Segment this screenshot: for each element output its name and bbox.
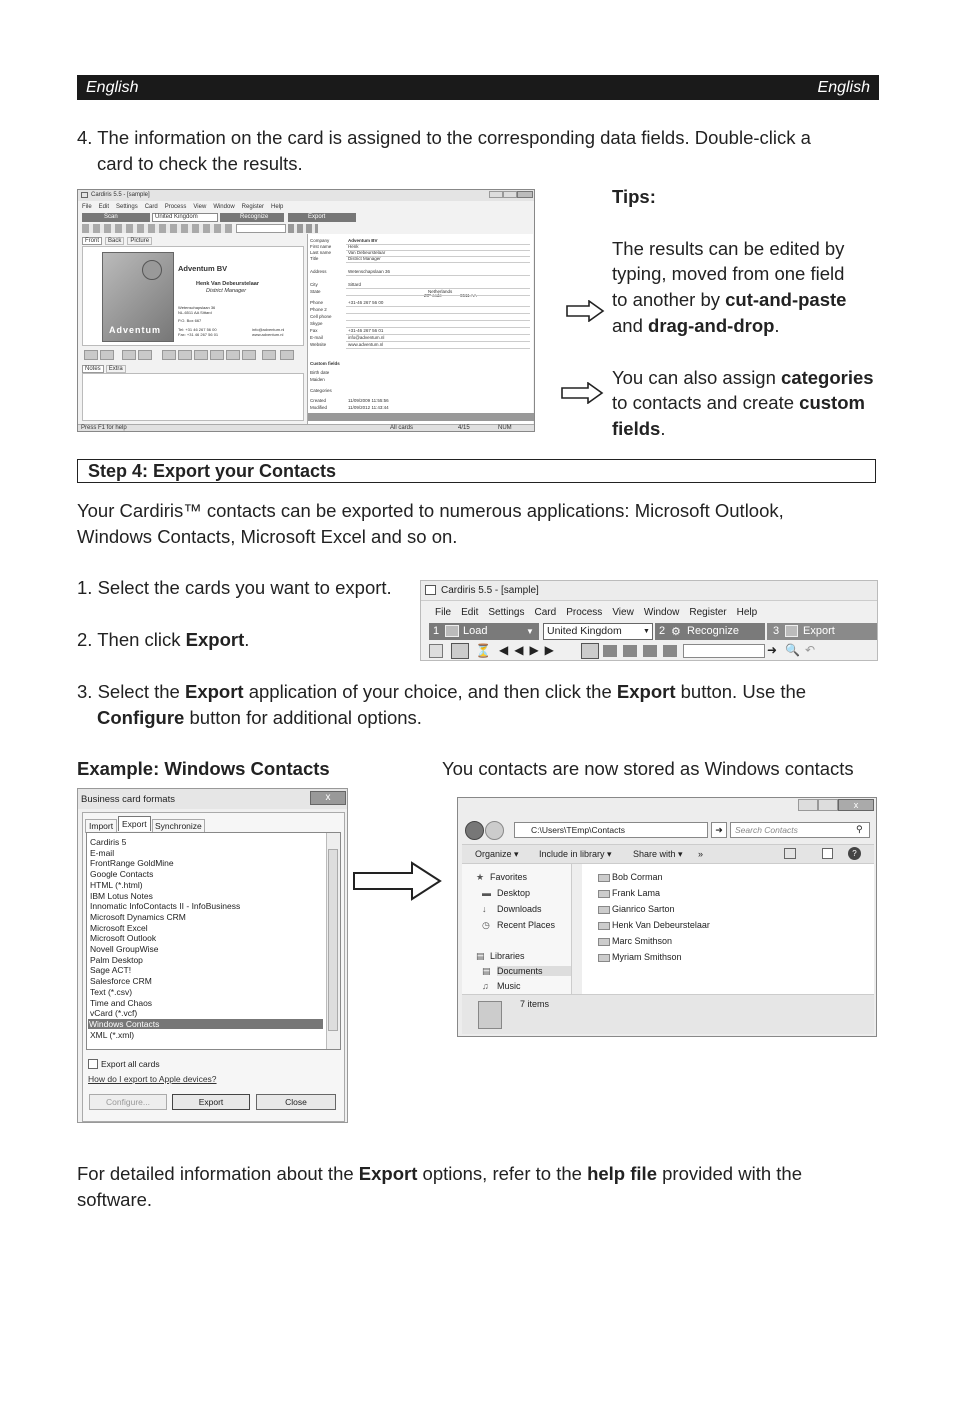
card-title: District Manager: [206, 288, 247, 294]
load-label: Load: [463, 625, 488, 637]
export-all-label: Export all cards: [101, 1059, 160, 1069]
created-label: Created: [310, 398, 327, 403]
menu-edit[interactable]: Edit: [98, 204, 110, 210]
tool-rotate-icon[interactable]: [122, 350, 136, 360]
card-phone: Tel: +31 46 267 56 00: [178, 327, 217, 332]
export-icon: [785, 625, 798, 637]
fields-nav-bar[interactable]: [308, 413, 534, 421]
field-label: Website: [310, 342, 327, 347]
card-logo-text: Adventum: [109, 325, 162, 335]
arrow-right-icon: [352, 861, 444, 901]
field-divider: [346, 244, 530, 245]
back-icon[interactable]: [465, 821, 484, 840]
field-label: Phone 2: [310, 307, 327, 312]
search-input[interactable]: [683, 644, 765, 658]
format-list-item[interactable]: XML (*.xml): [90, 1029, 135, 1040]
card-view-icon[interactable]: [451, 643, 469, 659]
field-divider: [346, 275, 530, 276]
card-logo-circle: [142, 260, 162, 280]
format-list-item[interactable]: HTML (*.html): [90, 879, 143, 890]
contact-item[interactable]: Bob Corman: [612, 872, 663, 882]
search-tools[interactable]: [288, 224, 318, 233]
format-list-item[interactable]: IBM Lotus Notes: [90, 890, 153, 901]
field-label: Fax: [310, 328, 318, 333]
format-list-item[interactable]: Time and Chaos: [90, 997, 153, 1008]
status-help: Press F1 for help: [81, 425, 127, 431]
modified-value: 11/09/2012 11:43:44: [348, 405, 389, 410]
step-3: 3. Select the Export application of your choice, and then click the Export button. Use the Configure button for additional options.: [77, 681, 807, 728]
dialog-close-text-button[interactable]: Close: [256, 1094, 336, 1110]
format-list-item[interactable]: Text (*.csv): [90, 986, 133, 997]
format-list-item[interactable]: Windows Contacts: [88, 1019, 323, 1029]
app-icon: [81, 192, 88, 198]
tool-a-icon[interactable]: [162, 350, 176, 360]
nav-item[interactable]: Documents: [497, 966, 571, 976]
scan-button[interactable]: Scan: [82, 213, 150, 222]
recognize-icon: ⚙: [671, 626, 681, 638]
field-value[interactable]: info@adventum.nl: [348, 335, 385, 340]
tool-zoom-icon[interactable]: [84, 350, 98, 360]
help-icon[interactable]: ?: [848, 847, 861, 860]
nav-item[interactable]: Music: [497, 981, 521, 991]
tips-title: Tips:: [612, 186, 656, 207]
nav-item[interactable]: Desktop: [497, 888, 531, 898]
field-label: Skype: [310, 321, 323, 326]
nav-item[interactable]: Favorites: [490, 872, 528, 882]
country-select[interactable]: United Kingdom: [152, 213, 218, 222]
contact-card-icon: [598, 922, 610, 930]
menu-card[interactable]: Card: [534, 607, 557, 618]
example-title: Example: Windows Contacts: [77, 758, 330, 779]
tab-import[interactable]: Import: [85, 819, 117, 833]
dialog-title: Business card formats: [81, 794, 175, 805]
nav-item[interactable]: Libraries: [490, 951, 525, 961]
field-divider: [346, 348, 530, 349]
menu-card[interactable]: Card: [144, 204, 158, 210]
menu-settings[interactable]: Settings: [116, 204, 138, 210]
menu-help[interactable]: Help: [736, 607, 758, 618]
example-note: You contacts are now stored as Windows contacts: [442, 758, 854, 779]
toolbar-zoom-screenshot: [420, 580, 878, 661]
search-icon: ⚲: [856, 824, 863, 834]
status-all-cards: All cards: [390, 425, 414, 431]
notes-textarea[interactable]: [82, 373, 304, 421]
tab-synchronize[interactable]: Synchronize: [152, 819, 205, 833]
tab-front[interactable]: Front: [82, 237, 102, 245]
field-value[interactable]: Henk: [348, 244, 359, 249]
libraries-icon: ▤: [476, 951, 485, 961]
card-pobox: P.O. Box 667: [178, 318, 202, 323]
tab-export[interactable]: Export: [118, 816, 151, 831]
field-value[interactable]: District Manager: [348, 256, 381, 261]
view-icon[interactable]: [784, 848, 796, 859]
menu-view[interactable]: View: [193, 204, 207, 210]
format-list-item[interactable]: Cardiris 5: [90, 837, 127, 847]
tab-extra[interactable]: Extra: [106, 365, 126, 373]
export-label: Export: [803, 625, 835, 637]
chevron-down-icon: ▼: [526, 627, 534, 636]
field-value[interactable]: Van Debeurstelaar: [348, 250, 386, 255]
binoculars-icon[interactable]: 🔍: [785, 643, 800, 657]
format-list-item[interactable]: Microsoft Outlook: [90, 933, 157, 944]
field-divider: [346, 320, 530, 321]
search-contacts-input[interactable]: Search Contacts: [730, 822, 870, 838]
format-list-item[interactable]: Google Contacts: [90, 869, 154, 880]
forward-icon[interactable]: [485, 821, 504, 840]
scroll-thumb[interactable]: [328, 849, 338, 1031]
downloads-icon: ↓: [482, 904, 487, 914]
toolbar-icons[interactable]: [82, 224, 232, 233]
recognize-button[interactable]: Recognize: [220, 213, 284, 222]
card-email: info@adventum.nl: [252, 327, 285, 332]
field-label: E-mail: [310, 335, 323, 340]
menu-settings[interactable]: Settings: [488, 607, 525, 618]
recognize-label: Recognize: [687, 625, 739, 637]
recent-places-icon: ◷: [482, 920, 490, 930]
categories-label: Categories: [310, 388, 332, 393]
country-select[interactable]: United Kingdom: [543, 623, 653, 640]
export-button[interactable]: Export: [288, 213, 356, 222]
view-mode-icons[interactable]: [603, 645, 683, 657]
folder-icon: [478, 1001, 502, 1029]
desktop-icon: ▬: [482, 888, 491, 898]
field-label: City: [310, 282, 318, 287]
minimize-button[interactable]: [798, 799, 818, 811]
search-box[interactable]: [236, 224, 286, 233]
field-value[interactable]: +31-46 267 56 01: [348, 328, 384, 333]
tool-c-icon[interactable]: [194, 350, 208, 360]
card-name: Henk Van Debeurstelaar: [196, 281, 259, 287]
nav-scrollbar[interactable]: [571, 864, 582, 994]
step-2: 2. Then click Export.: [77, 629, 250, 650]
arrow-right-icon: [560, 382, 604, 404]
nav-item[interactable]: Recent Places: [497, 920, 556, 930]
address-bar[interactable]: C:\Users\TEmp\Contacts: [514, 822, 708, 838]
contact-item[interactable]: Henk Van Debeurstelaar: [612, 920, 710, 930]
status-num: NUM: [498, 425, 512, 431]
items-count: 7 items: [520, 999, 550, 1009]
step-3-number: 3: [773, 625, 780, 637]
step4-heading: Step 4: Export your Contacts: [77, 459, 876, 483]
format-list-item[interactable]: Novell GroupWise: [90, 944, 159, 954]
field-label: Cell phone: [310, 314, 332, 319]
menu-file[interactable]: File: [435, 607, 452, 618]
field-label: Phone: [310, 300, 324, 305]
share-with-button[interactable]: Share with ▾: [633, 849, 683, 859]
organize-button[interactable]: Organize ▾: [475, 849, 519, 859]
card-address: Wetenschapslaan 36: [178, 305, 216, 310]
card-view-tabs: [82, 237, 152, 245]
card-list-icon[interactable]: [429, 644, 443, 658]
intro-paragraph: 4. The information on the card is assigned to the corresponding data fields. Double-click a card to check the results.: [77, 127, 811, 174]
include-library-button[interactable]: Include in library ▾: [539, 849, 612, 859]
navigation-icons[interactable]: ◀◀▶▶: [499, 643, 560, 657]
menu-window[interactable]: Window: [643, 607, 680, 618]
field-label: Company: [310, 238, 330, 243]
field-label: Last name: [310, 250, 332, 255]
card-city: NL-6511 AA Sittard: [178, 310, 212, 315]
configure-button[interactable]: Configure...: [89, 1094, 167, 1110]
tips-section: Tips: The results can be edited by typing, moved from one field to another by cut-and-paste and drag-and-drop. You can also assign categories to contacts and create custom fields.: [612, 184, 882, 442]
minimize-button[interactable]: [489, 191, 503, 198]
tab-notes[interactable]: Notes: [82, 365, 104, 373]
cardiris-window-screenshot: [77, 189, 535, 432]
menu-process[interactable]: Process: [566, 607, 603, 618]
footer-paragraph: For detailed information about the Export options, refer to the help file provided with the software.: [77, 1163, 802, 1210]
notes-tabs: [82, 365, 126, 373]
tool-f-icon[interactable]: [262, 350, 276, 360]
zoom-menu-bar: [435, 607, 757, 618]
contact-card-icon: [598, 938, 610, 946]
preview-pane-icon[interactable]: [822, 848, 833, 859]
tab-picture[interactable]: Picture: [127, 237, 152, 245]
tool-b-icon[interactable]: [178, 350, 192, 360]
dialog-export-button[interactable]: Export: [172, 1094, 250, 1110]
format-list-item[interactable]: Microsoft Dynamics CRM: [90, 911, 186, 922]
undo-icon[interactable]: ↶: [805, 643, 816, 657]
field-label: Title: [310, 256, 319, 261]
format-list-item[interactable]: FrontRange GoldMine: [90, 858, 174, 869]
format-list-item[interactable]: Sage ACT!: [90, 965, 132, 976]
page-header: [77, 75, 879, 100]
menu-window[interactable]: Window: [213, 204, 235, 210]
created-value: 11/09/2009 11:55:56: [348, 398, 389, 403]
birth-date-label: Birth date: [310, 370, 330, 375]
field-value[interactable]: Wetenschapslaan 36: [348, 269, 390, 274]
tool-d-icon[interactable]: [210, 350, 224, 360]
menu-file[interactable]: File: [82, 204, 92, 210]
maximize-button[interactable]: [818, 799, 838, 811]
contact-card-icon: [598, 890, 610, 898]
card-fax: Fax: +31 46 267 56 01: [178, 332, 219, 337]
menu-register[interactable]: Register: [241, 204, 264, 210]
modified-label: Modified: [310, 405, 328, 410]
field-value[interactable]: www.adventum.nl: [348, 342, 384, 347]
format-list-item[interactable]: Microsoft Excel: [90, 922, 148, 933]
documents-icon: ▤: [482, 966, 491, 976]
export-all-checkbox[interactable]: [88, 1059, 98, 1069]
export-intro: Your Cardiris™ contacts can be exported to numerous applications: Microsoft Outlook, Windows Contacts, Microsoft Excel and so on.: [77, 500, 784, 547]
format-list-item[interactable]: Innomatic InfoContacts II - InfoBusiness: [90, 901, 241, 912]
dialog-close-button[interactable]: x: [310, 791, 346, 805]
close-button[interactable]: [517, 191, 533, 198]
field-value[interactable]: Netherlands: [428, 289, 453, 294]
window-title: Cardiris 5.5 - [sample]: [91, 192, 150, 198]
formats-dialog: [77, 788, 348, 1123]
star-icon: ★: [476, 872, 485, 882]
field-divider: [346, 262, 530, 263]
close-button[interactable]: x: [838, 799, 874, 811]
field-divider: [346, 306, 530, 307]
maximize-button[interactable]: [503, 191, 517, 198]
field-label: Address: [310, 269, 327, 274]
arrow-right-icon: [565, 300, 605, 322]
menu-help[interactable]: Help: [271, 204, 284, 210]
music-icon: ♫: [482, 981, 489, 991]
field-value[interactable]: Sittard: [348, 282, 362, 287]
status-count: 4/15: [458, 425, 470, 431]
field-label: First name: [310, 244, 332, 249]
custom-fields-label: Custom fields: [310, 361, 340, 366]
chevron-down-icon: ▼: [643, 628, 650, 635]
tool-print-icon[interactable]: [138, 350, 152, 360]
step-1: 1. Select the cards you want to export.: [77, 577, 392, 598]
go-arrow-icon[interactable]: ➜: [711, 822, 727, 838]
field-label: State: [310, 289, 321, 294]
header-right: English: [817, 79, 870, 96]
format-list-item[interactable]: vCard (*.vcf): [90, 1008, 138, 1019]
go-icon[interactable]: ➜: [767, 643, 778, 657]
app-icon: [425, 585, 436, 595]
maiden-label: Maiden: [310, 377, 325, 382]
filter-icon[interactable]: ⏳: [475, 643, 492, 658]
field-divider: [346, 295, 530, 296]
nav-item[interactable]: Downloads: [497, 904, 542, 914]
contact-item[interactable]: Frank Lama: [612, 888, 661, 898]
field-value[interactable]: +31-46 267 56 00: [348, 300, 384, 305]
contact-card-icon: [598, 906, 610, 914]
tab-back[interactable]: Back: [105, 237, 124, 245]
explorer-window: [457, 797, 877, 1037]
step-2-number: 2: [659, 625, 666, 637]
card-web: www.adventum.nl: [252, 332, 284, 337]
zoom-window-title: Cardiris 5.5 - [sample]: [441, 585, 539, 596]
contact-item[interactable]: Marc Smithson: [612, 936, 673, 946]
load-icon: [445, 625, 459, 637]
contact-card-icon: [598, 874, 610, 882]
tool-pen-icon[interactable]: [100, 350, 114, 360]
layout-icon[interactable]: [581, 643, 599, 659]
field-divider: [346, 313, 530, 314]
more-button[interactable]: »: [698, 849, 704, 859]
tool-g-icon[interactable]: [280, 350, 294, 360]
card-company: Adventum BV: [178, 264, 228, 273]
menu-view[interactable]: View: [612, 607, 634, 618]
contact-card-icon: [598, 954, 610, 962]
menu-register[interactable]: Register: [689, 607, 727, 618]
format-list-item[interactable]: Salesforce CRM: [90, 976, 152, 987]
step-1-number: 1: [433, 625, 440, 637]
tool-e-icon[interactable]: [226, 350, 240, 360]
menu-bar: [82, 204, 283, 210]
header-left: English: [86, 79, 139, 96]
format-list-item[interactable]: E-mail: [90, 847, 115, 858]
contact-item[interactable]: Gianrico Sarton: [612, 904, 675, 914]
field-value[interactable]: Adventum BV: [348, 238, 378, 243]
format-list-item[interactable]: Palm Desktop: [90, 954, 143, 965]
menu-process[interactable]: Process: [164, 204, 187, 210]
apple-devices-link[interactable]: How do I export to Apple devices?: [88, 1074, 217, 1084]
tool-crop-icon[interactable]: [242, 350, 256, 360]
contact-item[interactable]: Myriam Smithson: [612, 952, 682, 962]
menu-edit[interactable]: Edit: [461, 607, 479, 618]
